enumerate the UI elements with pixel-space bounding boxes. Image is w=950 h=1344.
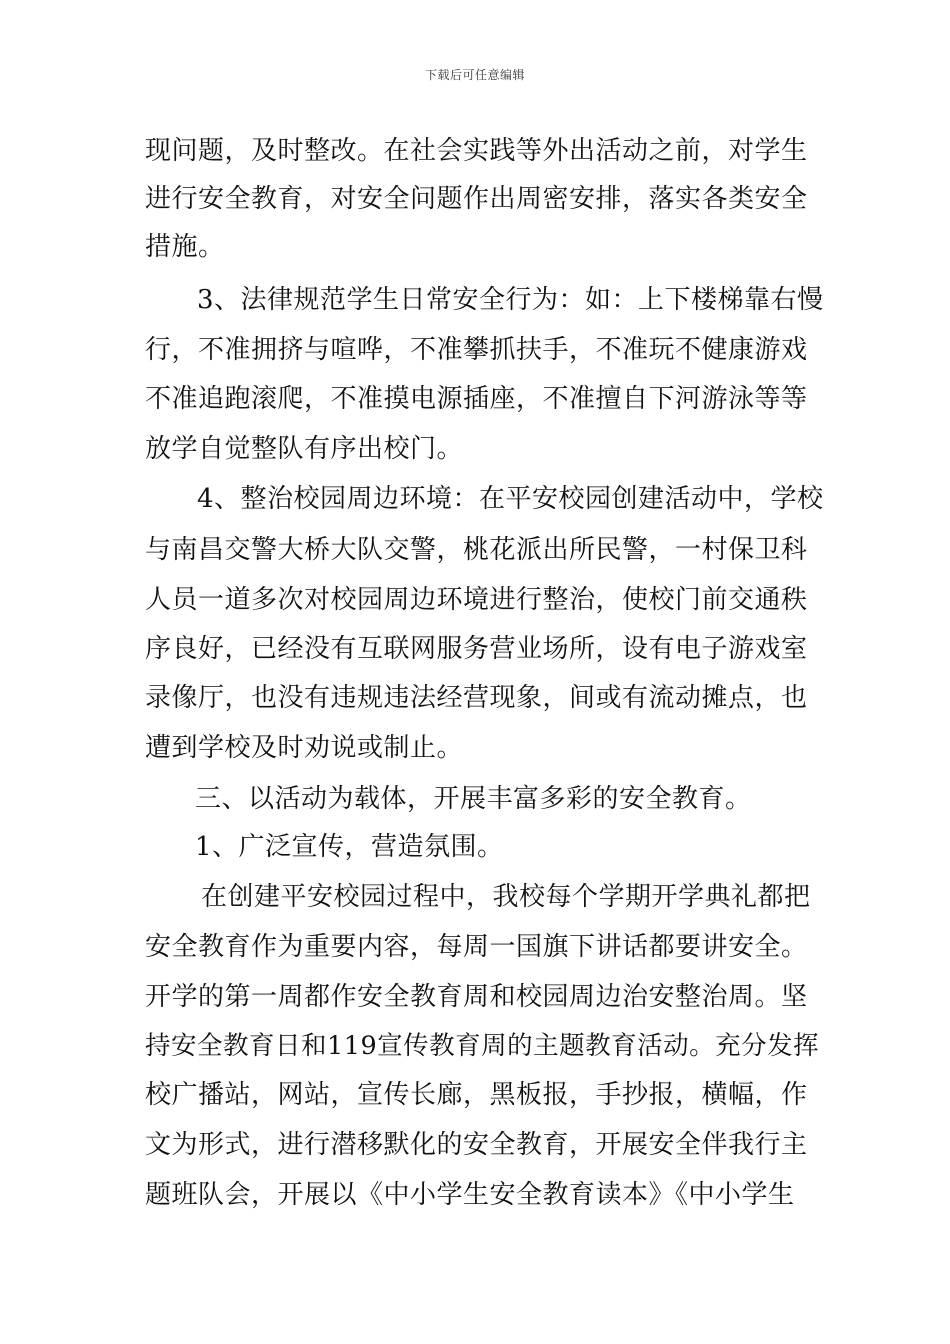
body-text-line: 序良好，已经没有互联网服务营业场所，设有电子游戏室	[145, 634, 808, 664]
body-text-line: 在创建平安校园过程中，我校每个学期开学典礼都把	[201, 882, 811, 912]
body-text-line: 录像厅，也没有违规违法经营现象，间或有流动摊点，也	[145, 683, 808, 713]
body-text-line: 4、整治校园周边环境：在平安校园创建活动中，学校	[197, 484, 824, 514]
body-text-line: 现问题，及时整改。在社会实践等外出活动之前，对学生	[145, 136, 808, 166]
page-header: 下载后可任意编辑	[424, 68, 525, 82]
body-text-line: 题班队会，开展以《中小学生安全教育读本》《中小学生	[145, 1180, 795, 1210]
body-text-line: 3、法律规范学生日常安全行为：如：上下楼梯靠右慢	[197, 285, 824, 315]
body-text-line: 遭到学校及时劝说或制止。	[145, 733, 464, 763]
body-text-line: 措施。	[145, 232, 225, 262]
body-text-line: 三、以活动为载体，开展丰富多彩的安全教育。	[195, 784, 752, 814]
body-text-line: 不准追跑滚爬，不准摸电源插座，不准擅自下河游泳等等	[145, 384, 808, 414]
body-text-line: 持安全教育日和119宣传教育周的主题教育活动。充分发挥	[145, 1031, 820, 1061]
body-text-line: 校广播站，网站，宣传长廊，黑板报，手抄报，横幅，作	[145, 1080, 808, 1110]
body-text-line: 安全教育作为重要内容，每周一国旗下讲话都要讲安全。	[145, 932, 808, 962]
body-text-line: 1、广泛宣传，营造氛围。	[195, 832, 504, 862]
body-text-line: 行，不准拥挤与喧哗，不准攀抓扶手，不准玩不健康游戏	[145, 335, 808, 365]
body-text-line: 与南昌交警大桥大队交警，桃花派出所民警，一村保卫科	[145, 535, 808, 565]
body-text-line: 进行安全教育，对安全问题作出周密安排，落实各类安全	[145, 184, 808, 214]
body-text-line: 开学的第一周都作安全教育周和校园周边治安整治周。坚	[145, 982, 808, 1012]
body-text-line: 人员一道多次对校园周边环境进行整治，使校门前交通秩	[145, 585, 808, 615]
body-text-line: 文为形式，进行潜移默化的安全教育，开展安全伴我行主	[145, 1130, 808, 1160]
body-text-line: 放学自觉整队有序出校门。	[145, 434, 464, 464]
